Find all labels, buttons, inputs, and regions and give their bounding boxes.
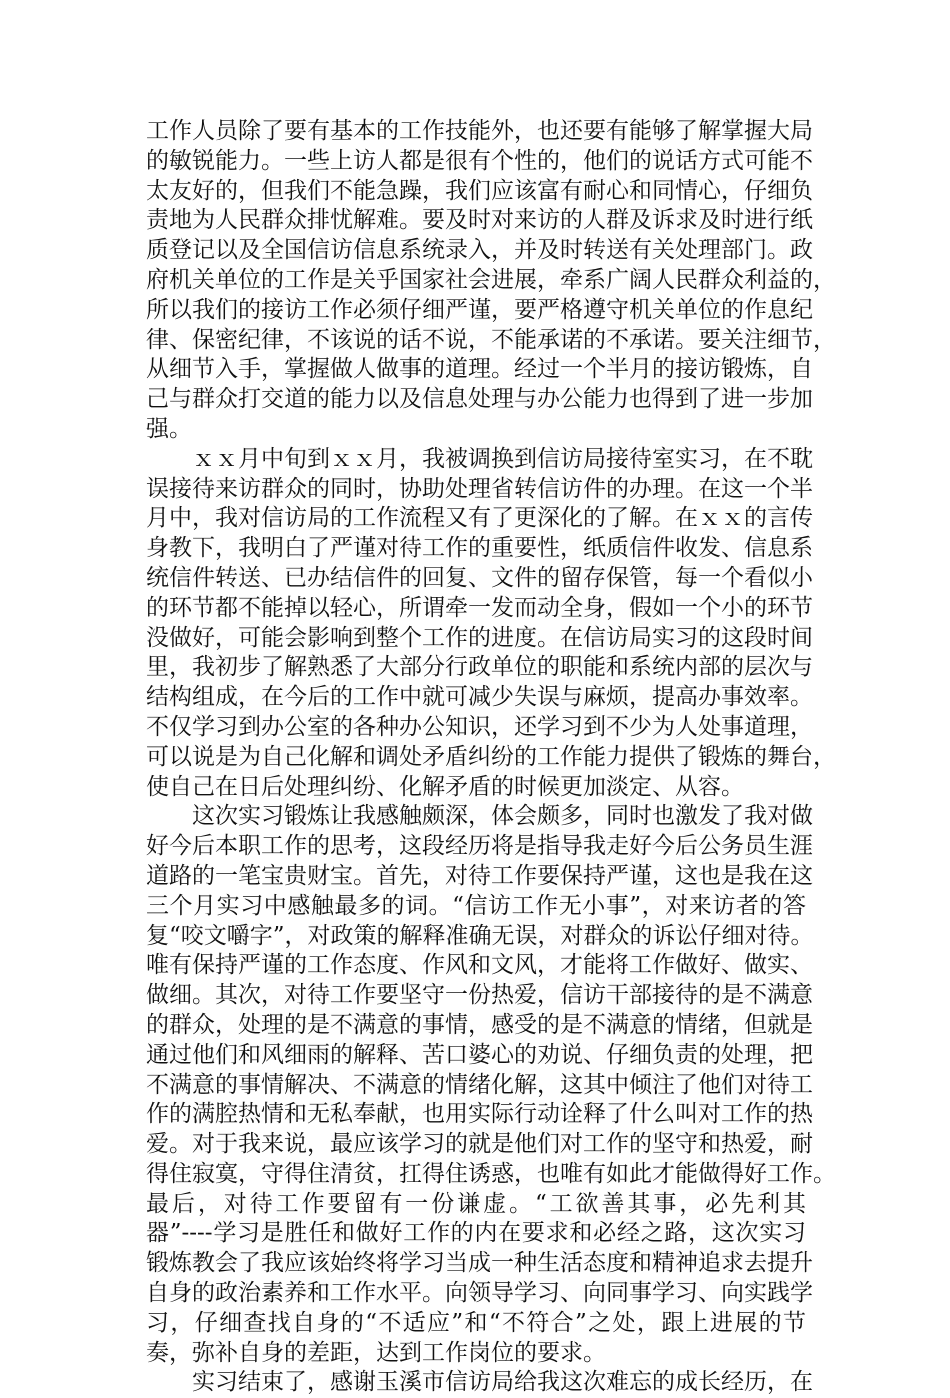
text-line: 的群众，处理的是不满意的事情，感受的是不满意的情绪，但就是 — [146, 1011, 813, 1038]
text-line: 工作人员除了要有基本的工作技能外，也还要有能够了解掌握大局 — [146, 118, 813, 144]
paragraph-4 — [146, 1368, 813, 1398]
text-line: 府机关单位的工作是关乎国家社会进展，牵系广阔人民群众利益的， — [146, 266, 836, 293]
text-line: 结构组成，在今后的工作中就可减少失误与麻烦，提高办事效率。 — [146, 684, 813, 711]
paragraph-1 — [146, 117, 836, 445]
text-line: 自身的政治素养和工作水平。向领导学习、向同事学习、向实践学 — [146, 1280, 813, 1307]
text-line: 唯有保持严谨的工作态度、作风和文风，才能将工作做好、做实、 — [146, 952, 813, 979]
text-line: 从细节入手，掌握做人做事的道理。经过一个半月的接访锻炼，自 — [146, 356, 813, 383]
text-line: 最后，对待工作要留有一份谦虚。“工欲善其事，必先利其 — [146, 1190, 806, 1217]
text-line: 误接待来访群众的同时，协助处理省转信访件的办理。在这一个半 — [146, 475, 813, 502]
text-line: 器”----学习是胜任和做好工作的内在要求和必经之路，这次实习 — [146, 1220, 806, 1247]
text-line: 律、保密纪律，不该说的话不说，不能承诺的不承诺。要关注细节， — [146, 326, 836, 353]
text-line: 奏，弥补自身的差距，达到工作岗位的要求。 — [146, 1339, 606, 1366]
text-line: ｘｘ月中旬到ｘｘ月，我被调换到信访局接待室实习，在不耽 — [192, 445, 813, 472]
text-line: 锻炼教会了我应该始终将学习当成一种生活态度和精神追求去提升 — [146, 1250, 813, 1277]
text-line: 统信件转送、已办结信件的回复、文件的留存保管，每一个看似小 — [146, 564, 813, 591]
text-line: 习，仔细查找自身的“不适应”和“不符合”之处，跟上进展的节 — [146, 1309, 806, 1336]
text-line: 道路的一笔宝贵财宝。首先，对待工作要保持严谨，这也是我在这 — [146, 862, 813, 889]
text-line: 强。 — [146, 415, 192, 442]
text-line: 所以我们的接访工作必须仔细严谨，要严格遵守机关单位的作息纪 — [146, 296, 813, 323]
text-line: 爱。对于我来说，最应该学习的就是他们对工作的坚守和热爱，耐 — [146, 1131, 813, 1158]
text-line: 太友好的，但我们不能急躁，我们应该富有耐心和同情心，仔细负 — [146, 177, 813, 204]
paragraph-2 — [146, 445, 836, 803]
text-line: 没做好，可能会影响到整个工作的进度。在信访局实习的这段时间 — [146, 624, 813, 651]
text-line: 使自己在日后处理纠纷、化解矛盾的时候更加淡定、从容。 — [146, 773, 744, 800]
text-line: 质登记以及全国信访信息系统录入，并及时转送有关处理部门。政 — [146, 237, 813, 264]
text-line: 通过他们和风细雨的解释、苦口婆心的劝说、仔细负责的处理，把 — [146, 1041, 813, 1068]
text-line: 的敏锐能力。一些上访人都是很有个性的，他们的说话方式可能不 — [146, 147, 813, 174]
text-line: 里，我初步了解熟悉了大部分行政单位的职能和系统内部的层次与 — [146, 654, 813, 681]
paragraph-3 — [146, 802, 836, 1368]
text-line: 己与群众打交道的能力以及信息处理与办公能力也得到了进一步加 — [146, 386, 813, 413]
text-line: 作的满腔热情和无私奉献，也用实际行动诠释了什么叫对工作的热 — [146, 1101, 813, 1128]
text-line: 的环节都不能掉以轻心，所谓牵一发而动全身，假如一个小的环节 — [146, 594, 813, 621]
text-line: 可以说是为自己化解和调处矛盾纠纷的工作能力提供了锻炼的舞台， — [146, 743, 836, 770]
text-line: 不满意的事情解决、不满意的情绪化解，这其中倾注了他们对待工 — [146, 1071, 813, 1098]
document-body — [146, 117, 836, 1398]
text-line: 得住寂寞，守得住清贫，扛得住诱惑，也唯有如此才能做得好工作。 — [146, 1160, 836, 1187]
text-line: 复“咬文嚼字”，对政策的解释准确无误，对群众的诉讼仔细对待。 — [146, 922, 814, 949]
text-line: 好今后本职工作的思考，这段经历将是指导我走好今后公务员生涯 — [146, 833, 813, 860]
text-line: 实习结束了，感谢玉溪市信访局给我这次难忘的成长经历，在 — [192, 1369, 813, 1396]
text-line: 做细。其次，对待工作要坚守一份热爱，信访干部接待的是不满意 — [146, 982, 813, 1009]
text-line: 这次实习锻炼让我感触颇深，体会颇多，同时也激发了我对做 — [192, 803, 813, 830]
text-line: 不仅学习到办公室的各种办公知识，还学习到不少为人处事道理， — [146, 713, 813, 740]
text-line: 三个月实习中感触最多的词。“信访工作无小事”，对来访者的答 — [146, 892, 806, 919]
text-line: 责地为人民群众排忧解难。要及时对来访的人群及诉求及时进行纸 — [146, 207, 813, 234]
text-line: 月中，我对信访局的工作流程又有了更深化的了解。在ｘｘ的言传 — [146, 505, 813, 532]
text-line: 身教下，我明白了严谨对待工作的重要性，纸质信件收发、信息系 — [146, 535, 813, 562]
